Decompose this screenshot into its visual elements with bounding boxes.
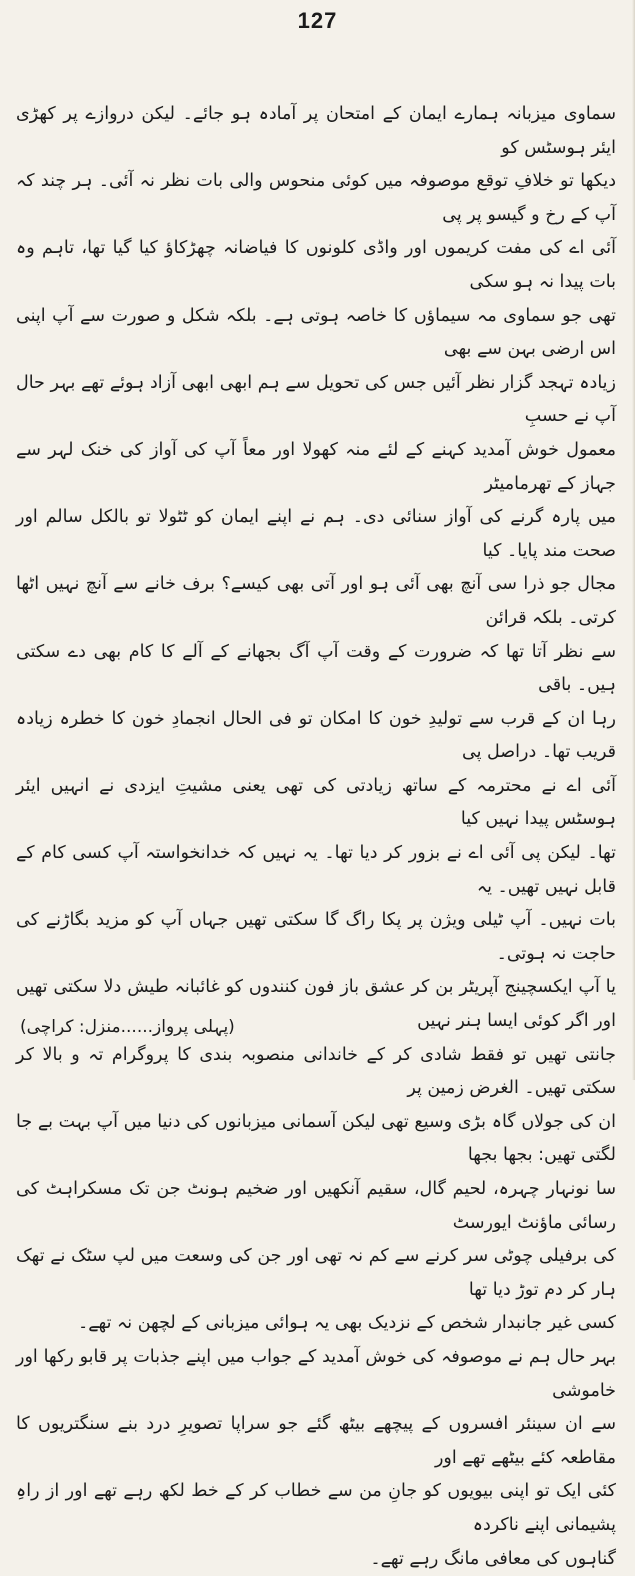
page-number: 127 (297, 8, 338, 33)
paragraph-2: بہر حال ہم نے موصوفہ کی خوش آمدید کے جواب میں اپنے جذبات پر قابو رکھا اور خاموشی سے ان سینئر افسروں کے پیچھے بیٹھ گئے جو سراپا تصویرِ درد بنے سنگتریوں کا مقاطعہ کئے بیٹھے تھے اور کئی ایک تو اپنی بیویوں کو جانِ من سے خطاب کر کے خط لکھ رہے تھے اور از راہِ پشیمانی اپنے ناکردہ گناہوں کی معافی مانگ رہے تھے۔ (16, 1346, 616, 1569)
closing-signature: (پہلی پرواز......منزل: کراچی) (20, 1017, 235, 1037)
body-text (16, 98, 616, 1576)
paragraph-1: سماوی میزبانہ ہمارے ایمان کے امتحان پر آمادہ ہو جائے۔ لیکن دروازے پر کھڑی ایئر ہوسٹس کو دیکھا تو خلافِ توقع موصوفہ میں کوئی منحوس والی بات نظر نہ آئی۔ ہر چند کہ آپ کے رخ و گیسو پر پی آئی اے کی مفت کریموں اور واڈی کلونوں کا فیاضانہ چھڑکاؤ کیا گیا تھا، تاہم وہ بات پیدا نہ ہو سکی تھی جو سماوی مہ سیماؤں کا خاصہ ہوتی ہے۔ بلکہ شکل و صورت سے آپ اپنی اس ارضی بہن سے بھی زیادہ تہجد گزار نظر آئیں جس کی تحویل سے ہم ابھی ابھی آزاد ہوئے تھے بہر حال آپ نے حسبِ معمول خوش آمدید کہنے کے لئے منہ کھولا اور معاً آپ کی آواز کی خنک لہر سے جہاز کے تھرمامیٹر میں پارہ گرنے کی آواز سنائی دی۔ ہم نے اپنے ایمان کو ٹٹولا تو بالکل سالم اور صحت مند پایا۔ کیا مجال جو ذرا سی آنچ بھی آئی ہو اور آتی بھی کیسے؟ برف خانے سے آنچ نہیں اٹھا کرتی۔ بلکہ قرائن سے نظر آتا تھا کہ ضرورت کے وقت آپ آگ بجھانے کے آلے کا کام بھی دے سکتی ہیں۔ باقی رہا ان کے قرب سے تولیدِ خون کا امکان تو فی الحال انجمادِ خون کا خطرہ زیادہ قریب تھا۔ دراصل پی آئی اے نے محترمہ کے ساتھ زیادتی کی تھی یعنی مشیتِ ایزدی نے انہیں ایئر ہوسٹس پیدا نہیں کیا تھا۔ لیکن پی آئی اے نے بزور کر دیا تھا۔ یہ نہیں کہ خدانخواستہ آپ کسی کام کے قابل نہیں تھیں۔ یہ بات نہیں۔ آپ ٹیلی ویژن پر پکا راگ گا سکتی تھیں جہاں آپ کو مزید بگاڑنے کی حاجت نہ ہوتی۔ یا آپ ایکسچینج آپریٹر بن کر عشق باز فون کنندوں کو غائبانہ طیش دلا سکتی تھیں اور اگر کوئی ایسا ہنر نہیں جانتی تھیں تو فقط شادی کر کے خاندانی منصوبہ بندی کا پروگرام تہ و بالا کر سکتی تھیں۔ الغرض زمین پر ان کی جولاں گاہ بڑی وسیع تھی لیکن آسمانی میزبانوں کی دنیا میں آپ بہت بے جا لگتی تھیں: بجھا بجھا سا نونہار چہرہ، لحیم گال، سقیم آنکھیں اور ضخیم ہونٹ جن تک مسکراہٹ کی رسائی ماؤنٹ ایورسٹ کی برفیلی چوٹی سر کرنے سے کم نہ تھی اور جن کی وسعت میں لپ سٹک نے تھک ہار کر دم توڑ دیا تھا کسی غیر جانبدار شخص کے نزدیک بھی یہ ہوائی میزبانی کے لچھن نہ تھے۔ (16, 104, 616, 1334)
